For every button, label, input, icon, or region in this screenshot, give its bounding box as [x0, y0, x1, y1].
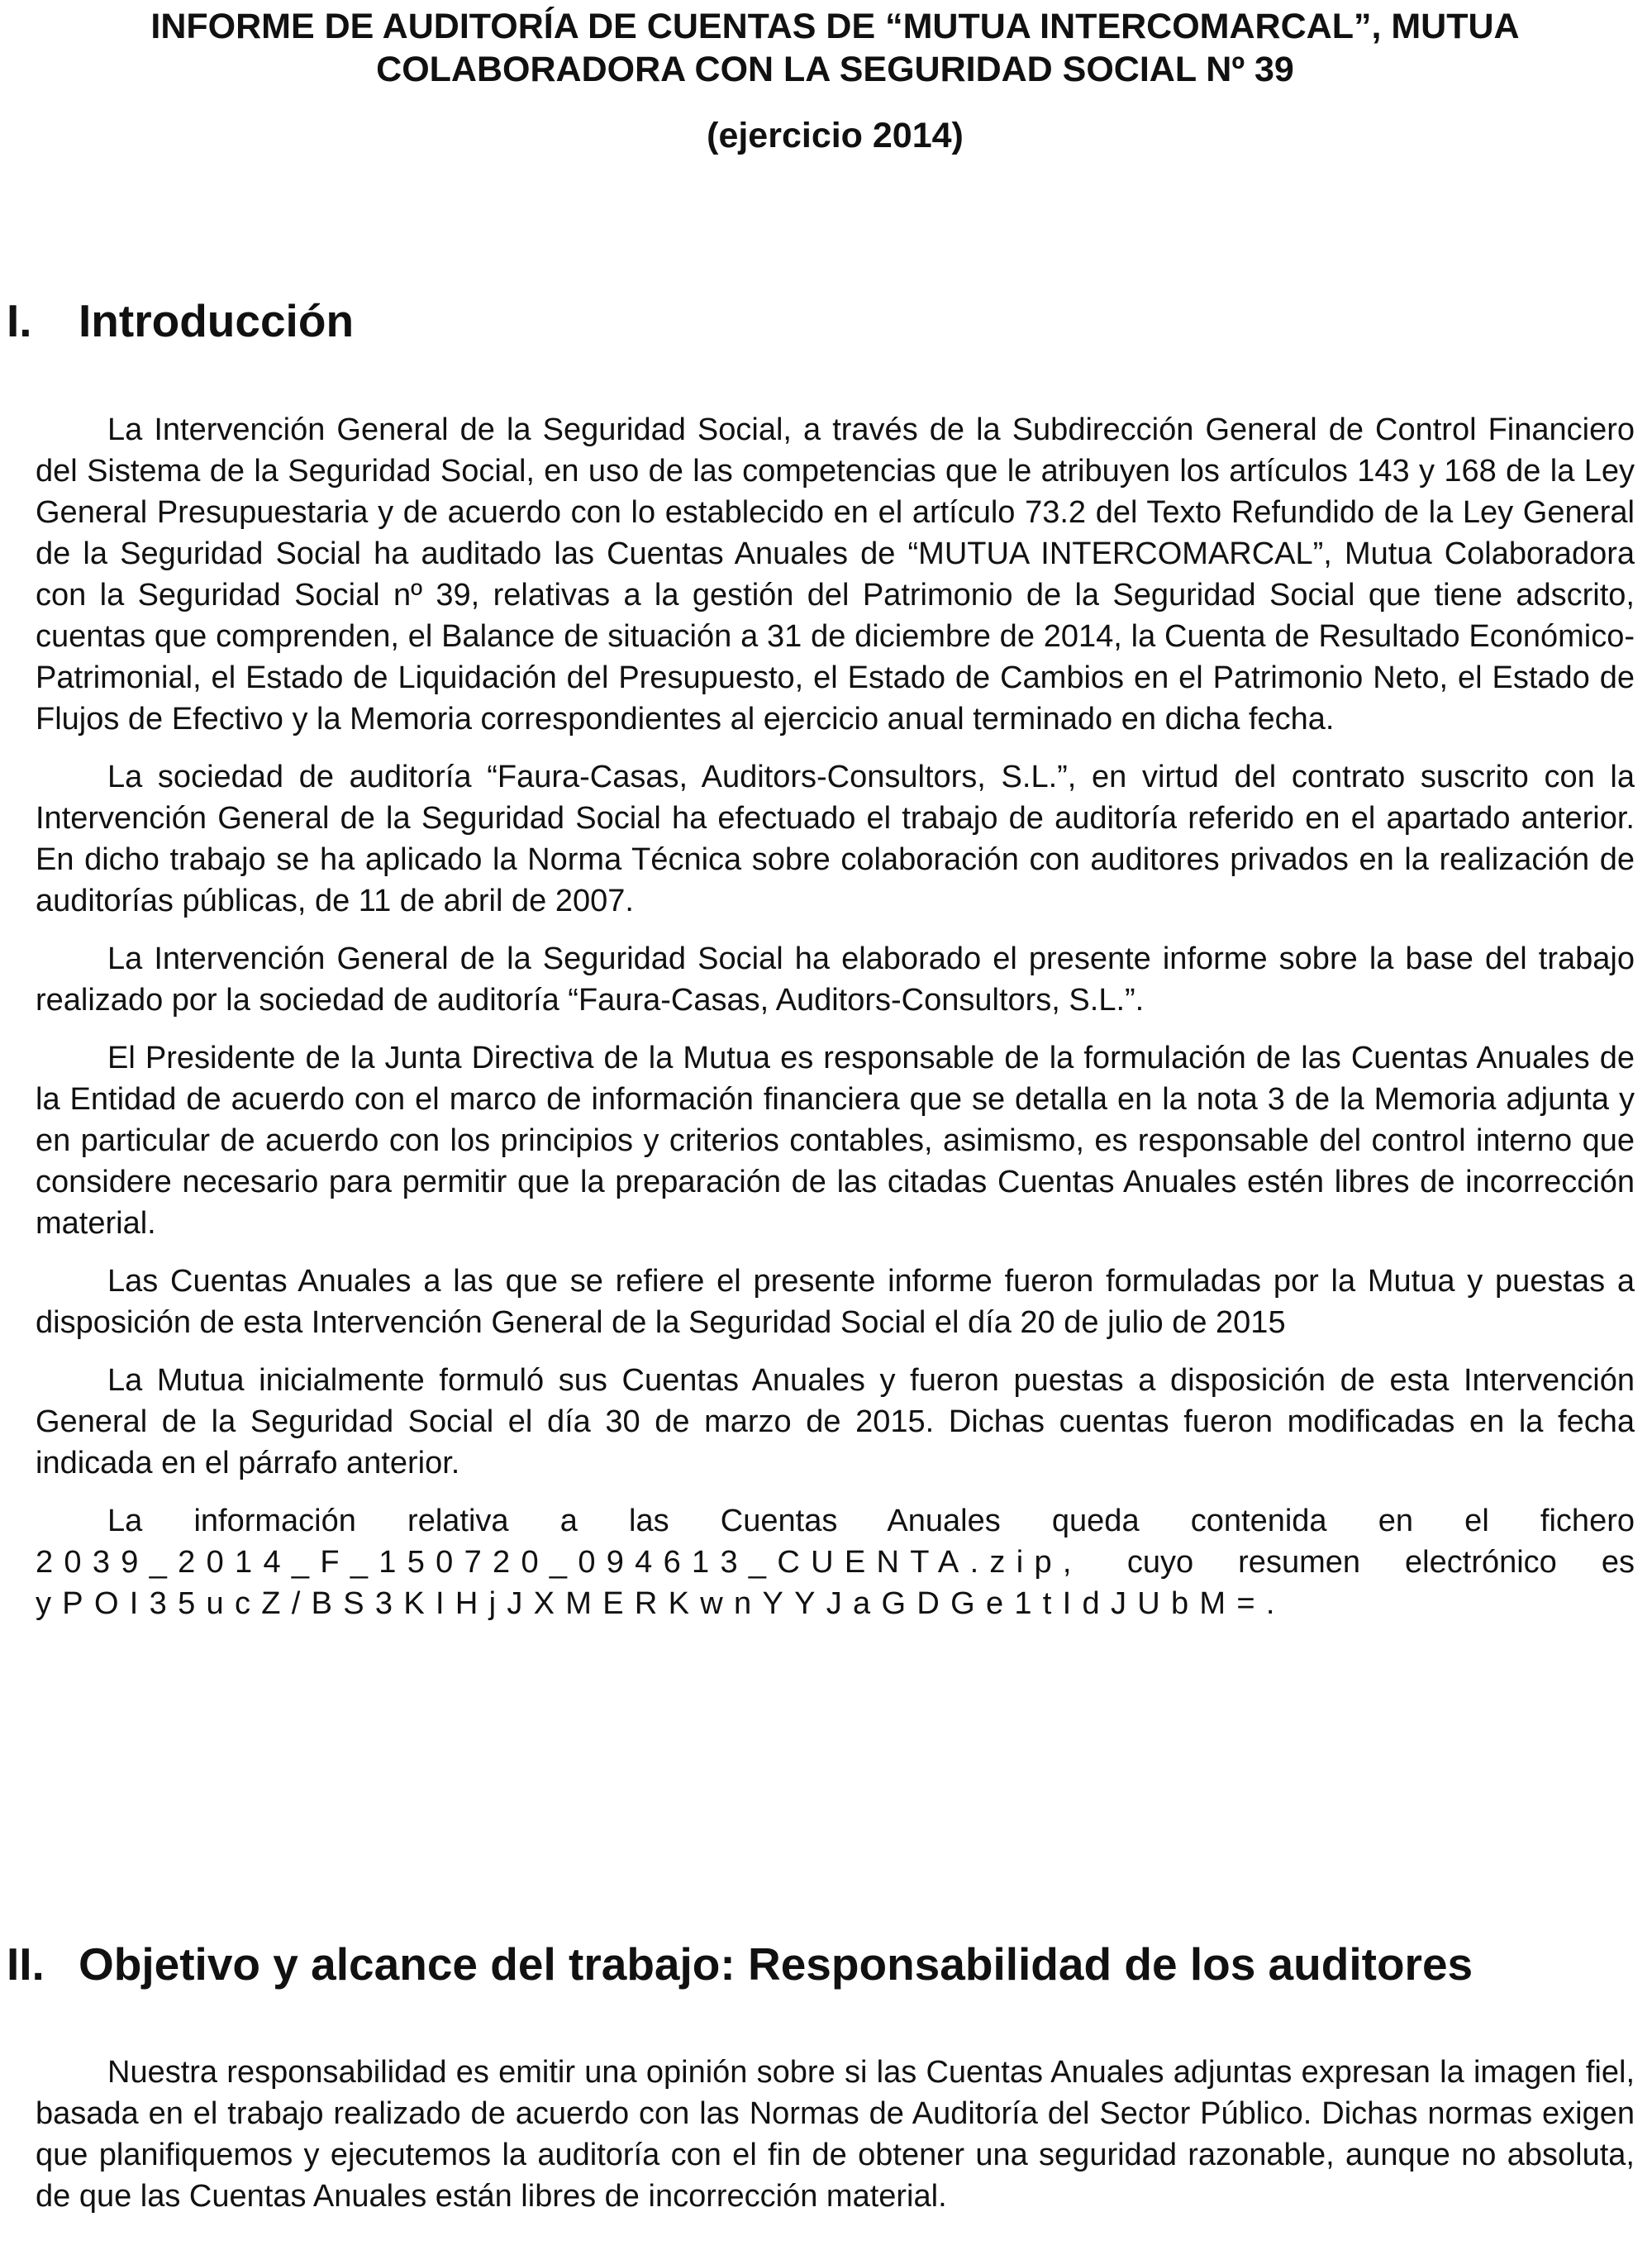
paragraph: El Presidente de la Junta Directiva de la Mutua es responsable de la formulación de las Cuentas Anuales de la Entidad de acuerdo con el marco de información financiera que se detalla en la nota 3 de la Memoria adjunta y en particular de acuerdo con los principios y criterios contables, asimismo, es responsable del control interno que considere necesario para permitir que la preparación de las citadas Cuentas Anuales estén libres de incorrección material. [36, 1041, 1635, 1241]
paragraph: Nuestra responsabilidad es emitir una opinión sobre si las Cuentas Anuales adjuntas expresan la imagen fiel, basada en el trabajo realizado de acuerdo con las Normas de Auditoría del Sector Público. Dichas normas exigen que planifiquemos y ejecutemos la auditoría con el fin de obtener una seguridad razonable, aunque no absoluta, de que las Cuentas Anuales están libres de incorrección material. [36, 2055, 1635, 2214]
section-body-objetivo-alcance [36, 2052, 1635, 2234]
file-paragraph [36, 1500, 1635, 1624]
paragraph: La Intervención General de la Seguridad Social ha elaborado el presente informe sobre la base del trabajo realizado por la sociedad de auditoría “Faura-Casas, Auditors-Consultors, S.L.”. [36, 942, 1635, 1018]
section-body-introduccion [36, 409, 1635, 1641]
file-paragraph-middle: cuyo resumen electrónico es [1126, 1545, 1635, 1580]
paragraph: La Intervención General de la Seguridad Social, a través de la Subdirección General de Control Financiero del Sistema de la Seguridad Social, en uso de las competencias que le atribuyen los artículos 143 y 168 de la Ley General Presupuestaria y de acuerdo con lo establecido en el artículo 73.2 del Texto Refundido de la Ley General de la Seguridad Social ha auditado las Cuentas Anuales de “MUTUA INTERCOMARCAL”, Mutua Colaboradora con la Seguridad Social nº 39, relativas a la gestión del Patrimonio de la Seguridad Social que tiene adscrito, cuentas que comprenden, el Balance de situación a 31 de diciembre de 2014, la Cuenta de Resultado Económico-Patrimonial, el Estado de Liquidación del Presupuesto, el Estado de Cambios en el Patrimonio Neto, el Estado de Flujos de Efectivo y la Memoria correspondientes al ejercicio anual terminado en dicha fecha. [36, 412, 1635, 737]
electronic-hash: yPOI35ucZ/BS3KIHjJXMERKwnYYJaGDGe1tIdJUbM=. [36, 1586, 1286, 1621]
section-number: I. [7, 295, 32, 346]
document-subtitle: (ejercicio 2014) [707, 116, 964, 155]
document-page [7, 0, 1635, 2255]
file-name: 2039_2014_F_150720_094613_CUENTA.zip, [36, 1545, 1083, 1580]
section-number: II. [7, 1938, 45, 1990]
section-heading-introduccion [7, 293, 355, 348]
section-title: Introducción [79, 295, 355, 346]
document-title: INFORME DE AUDITORÍA DE CUENTAS DE “MUTUA INTERCOMARCAL”, MUTUA COLABORADORA CON LA SEGURIDAD SOCIAL Nº 39 [150, 7, 1520, 89]
section-heading-objetivo-alcance [7, 1937, 1473, 1991]
file-paragraph-lead: La información relativa a las Cuentas Anuales queda contenida en el fichero [107, 1504, 1635, 1538]
section-title: Objetivo y alcance del trabajo: Responsabilidad de los auditores [79, 1938, 1473, 1990]
paragraph: La Mutua inicialmente formuló sus Cuentas Anuales y fueron puestas a disposición de esta Intervención General de la Seguridad Social el día 30 de marzo de 2015. Dichas cuentas fueron modificadas en la fecha indicada en el párrafo anterior. [36, 1363, 1635, 1480]
paragraph: Las Cuentas Anuales a las que se refiere el presente informe fueron formuladas por la Mutua y puestas a disposición de esta Intervención General de la Seguridad Social el día 20 de julio de 2015 [36, 1264, 1635, 1340]
paragraph: La sociedad de auditoría “Faura-Casas, Auditors-Consultors, S.L.”, en virtud del contrato suscrito con la Intervención General de la Seguridad Social ha efectuado el trabajo de auditoría referido en el apartado anterior. En dicho trabajo se ha aplicado la Norma Técnica sobre colaboración con auditores privados en la realización de auditorías públicas, de 11 de abril de 2007. [36, 760, 1635, 918]
